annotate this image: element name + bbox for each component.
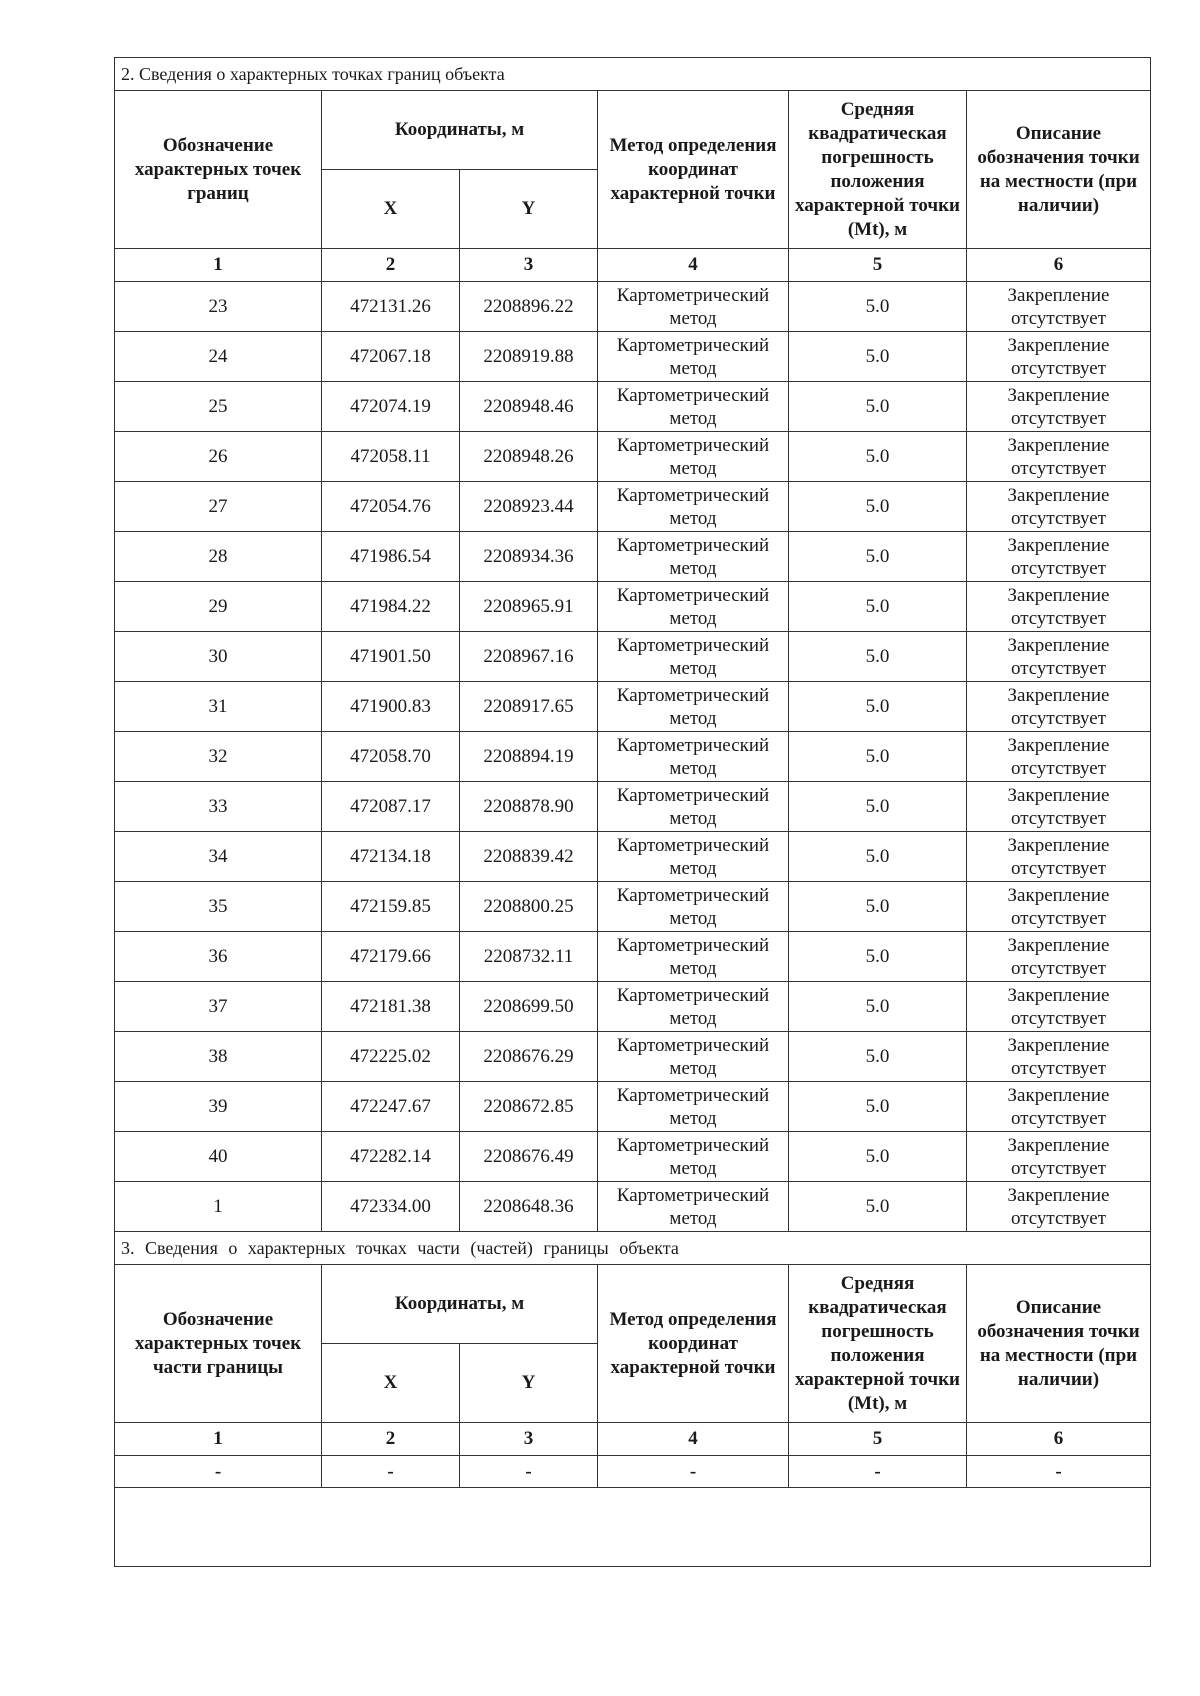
error-cell: 5.0 [789,882,967,932]
section2-header-x: X [322,170,460,249]
table-row [115,432,1151,482]
section3-column-number: 6 [967,1423,1151,1456]
y-cell: 2208965.91 [460,582,598,632]
x-cell: 472134.18 [322,832,460,882]
table-row [115,282,1151,332]
x-cell: 472159.85 [322,882,460,932]
x-cell: 472058.70 [322,732,460,782]
y-cell: 2208800.25 [460,882,598,932]
x-cell: - [322,1456,460,1488]
description-cell: Закрепление отсутствует [967,482,1151,532]
section3-column-number: 5 [789,1423,967,1456]
description-cell: Закрепление отсутствует [967,982,1151,1032]
method-cell: Картометрический метод [598,882,789,932]
error-cell: 5.0 [789,732,967,782]
y-cell: 2208839.42 [460,832,598,882]
y-cell: 2208732.11 [460,932,598,982]
x-cell: 472067.18 [322,332,460,382]
x-cell: 471900.83 [322,682,460,732]
error-cell: 5.0 [789,332,967,382]
boundary-points-table [114,57,1151,1567]
table-body [115,58,1151,1567]
section2-header-y: Y [460,170,598,249]
y-cell: 2208934.36 [460,532,598,582]
section2-column-number: 4 [598,249,789,282]
section2-header-description: Описание обозначения точки на местности (при наличии) [967,91,1151,249]
method-cell: Картометрический метод [598,832,789,882]
point-cell: 25 [115,382,322,432]
description-cell: Закрепление отсутствует [967,1082,1151,1132]
section3-title: 3. Сведения о характерных точках части (частей) границы объекта [115,1232,1151,1265]
x-cell: 471984.22 [322,582,460,632]
table-row [115,1182,1151,1232]
point-cell: 35 [115,882,322,932]
y-cell: 2208699.50 [460,982,598,1032]
section2-column-numbers-row [115,249,1151,282]
section2-header-row-top [115,91,1151,170]
table-row [115,682,1151,732]
error-cell: 5.0 [789,782,967,832]
method-cell: - [598,1456,789,1488]
method-cell: Картометрический метод [598,782,789,832]
x-cell: 472074.19 [322,382,460,432]
x-cell: 471901.50 [322,632,460,682]
description-cell: Закрепление отсутствует [967,682,1151,732]
method-cell: Картометрический метод [598,1132,789,1182]
description-cell: Закрепление отсутствует [967,782,1151,832]
method-cell: Картометрический метод [598,432,789,482]
table-row [115,1032,1151,1082]
point-cell: - [115,1456,322,1488]
x-cell: 472087.17 [322,782,460,832]
table-row [115,582,1151,632]
method-cell: Картометрический метод [598,632,789,682]
table-row [115,732,1151,782]
section3-header-error: Средняя квадратическая погрешность положения характерной точки (Mt), м [789,1265,967,1423]
point-cell: 1 [115,1182,322,1232]
table-row [115,882,1151,932]
section3-column-number: 1 [115,1423,322,1456]
x-cell: 472179.66 [322,932,460,982]
description-cell: Закрепление отсутствует [967,282,1151,332]
method-cell: Картометрический метод [598,482,789,532]
table-row [115,332,1151,382]
section2-header-method: Метод определения координат характерной точки [598,91,789,249]
method-cell: Картометрический метод [598,382,789,432]
error-cell: 5.0 [789,832,967,882]
point-cell: 39 [115,1082,322,1132]
point-cell: 32 [115,732,322,782]
error-cell: 5.0 [789,482,967,532]
error-cell: 5.0 [789,1132,967,1182]
section3-header-y: Y [460,1344,598,1423]
error-cell: 5.0 [789,1182,967,1232]
description-cell: Закрепление отсутствует [967,1132,1151,1182]
table-row [115,782,1151,832]
point-cell: 34 [115,832,322,882]
table-row [115,382,1151,432]
table-row [115,832,1151,882]
description-cell: Закрепление отсутствует [967,832,1151,882]
description-cell: Закрепление отсутствует [967,882,1151,932]
error-cell: 5.0 [789,582,967,632]
table-row [115,982,1151,1032]
section3-header-description: Описание обозначения точки на местности (при наличии) [967,1265,1151,1423]
y-cell: 2208894.19 [460,732,598,782]
x-cell: 472181.38 [322,982,460,1032]
section3-column-number: 3 [460,1423,598,1456]
section2-column-number: 3 [460,249,598,282]
error-cell: - [789,1456,967,1488]
section3-header-row-top [115,1265,1151,1344]
point-cell: 40 [115,1132,322,1182]
point-cell: 28 [115,532,322,582]
point-cell: 36 [115,932,322,982]
section3-header-coordinates: Координаты, м [322,1265,598,1344]
method-cell: Картометрический метод [598,982,789,1032]
table-row [115,1082,1151,1132]
empty-footer-cell [115,1488,1151,1567]
section3-column-number: 4 [598,1423,789,1456]
method-cell: Картометрический метод [598,532,789,582]
point-cell: 33 [115,782,322,832]
description-cell: - [967,1456,1151,1488]
table-row [115,1132,1151,1182]
description-cell: Закрепление отсутствует [967,432,1151,482]
point-cell: 30 [115,632,322,682]
method-cell: Картометрический метод [598,332,789,382]
x-cell: 472225.02 [322,1032,460,1082]
y-cell: 2208967.16 [460,632,598,682]
y-cell: 2208923.44 [460,482,598,532]
error-cell: 5.0 [789,982,967,1032]
y-cell: 2208917.65 [460,682,598,732]
point-cell: 29 [115,582,322,632]
table-row [115,932,1151,982]
method-cell: Картометрический метод [598,682,789,732]
error-cell: 5.0 [789,1032,967,1082]
method-cell: Картометрический метод [598,732,789,782]
section2-header-designation: Обозначение характерных точек границ [115,91,322,249]
description-cell: Закрепление отсутствует [967,332,1151,382]
point-cell: 31 [115,682,322,732]
description-cell: Закрепление отсутствует [967,1182,1151,1232]
x-cell: 472282.14 [322,1132,460,1182]
error-cell: 5.0 [789,932,967,982]
y-cell: 2208948.46 [460,382,598,432]
section2-column-number: 5 [789,249,967,282]
method-cell: Картометрический метод [598,932,789,982]
y-cell: - [460,1456,598,1488]
section2-header-coordinates: Координаты, м [322,91,598,170]
x-cell: 472247.67 [322,1082,460,1132]
point-cell: 38 [115,1032,322,1082]
y-cell: 2208948.26 [460,432,598,482]
y-cell: 2208672.85 [460,1082,598,1132]
point-cell: 37 [115,982,322,1032]
table-row [115,532,1151,582]
error-cell: 5.0 [789,1082,967,1132]
method-cell: Картометрический метод [598,282,789,332]
error-cell: 5.0 [789,432,967,482]
point-cell: 23 [115,282,322,332]
y-cell: 2208896.22 [460,282,598,332]
x-cell: 472131.26 [322,282,460,332]
table-row [115,482,1151,532]
description-cell: Закрепление отсутствует [967,732,1151,782]
error-cell: 5.0 [789,382,967,432]
section2-column-number: 2 [322,249,460,282]
description-cell: Закрепление отсутствует [967,532,1151,582]
description-cell: Закрепление отсутствует [967,582,1151,632]
method-cell: Картометрический метод [598,1082,789,1132]
y-cell: 2208648.36 [460,1182,598,1232]
empty-footer-row [115,1488,1151,1567]
x-cell: 472058.11 [322,432,460,482]
x-cell: 472054.76 [322,482,460,532]
description-cell: Закрепление отсутствует [967,632,1151,682]
method-cell: Картометрический метод [598,1182,789,1232]
section3-header-method: Метод определения координат характерной точки [598,1265,789,1423]
error-cell: 5.0 [789,532,967,582]
y-cell: 2208676.49 [460,1132,598,1182]
description-cell: Закрепление отсутствует [967,932,1151,982]
point-cell: 24 [115,332,322,382]
error-cell: 5.0 [789,632,967,682]
error-cell: 5.0 [789,682,967,732]
section2-header-error: Средняя квадратическая погрешность положения характерной точки (Mt), м [789,91,967,249]
section3-header-designation: Обозначение характерных точек части границы [115,1265,322,1423]
y-cell: 2208919.88 [460,332,598,382]
x-cell: 471986.54 [322,532,460,582]
y-cell: 2208676.29 [460,1032,598,1082]
description-cell: Закрепление отсутствует [967,382,1151,432]
section2-title: 2. Сведения о характерных точках границ объекта [115,58,1151,91]
section3-header-x: X [322,1344,460,1423]
section2-column-number: 6 [967,249,1151,282]
method-cell: Картометрический метод [598,1032,789,1082]
point-cell: 27 [115,482,322,532]
description-cell: Закрепление отсутствует [967,1032,1151,1082]
table-row [115,632,1151,682]
error-cell: 5.0 [789,282,967,332]
y-cell: 2208878.90 [460,782,598,832]
section2-title-row [115,58,1151,91]
section3-title-row [115,1232,1151,1265]
table-row [115,1456,1151,1488]
x-cell: 472334.00 [322,1182,460,1232]
point-cell: 26 [115,432,322,482]
section2-column-number: 1 [115,249,322,282]
section3-column-numbers-row [115,1423,1151,1456]
section3-column-number: 2 [322,1423,460,1456]
method-cell: Картометрический метод [598,582,789,632]
